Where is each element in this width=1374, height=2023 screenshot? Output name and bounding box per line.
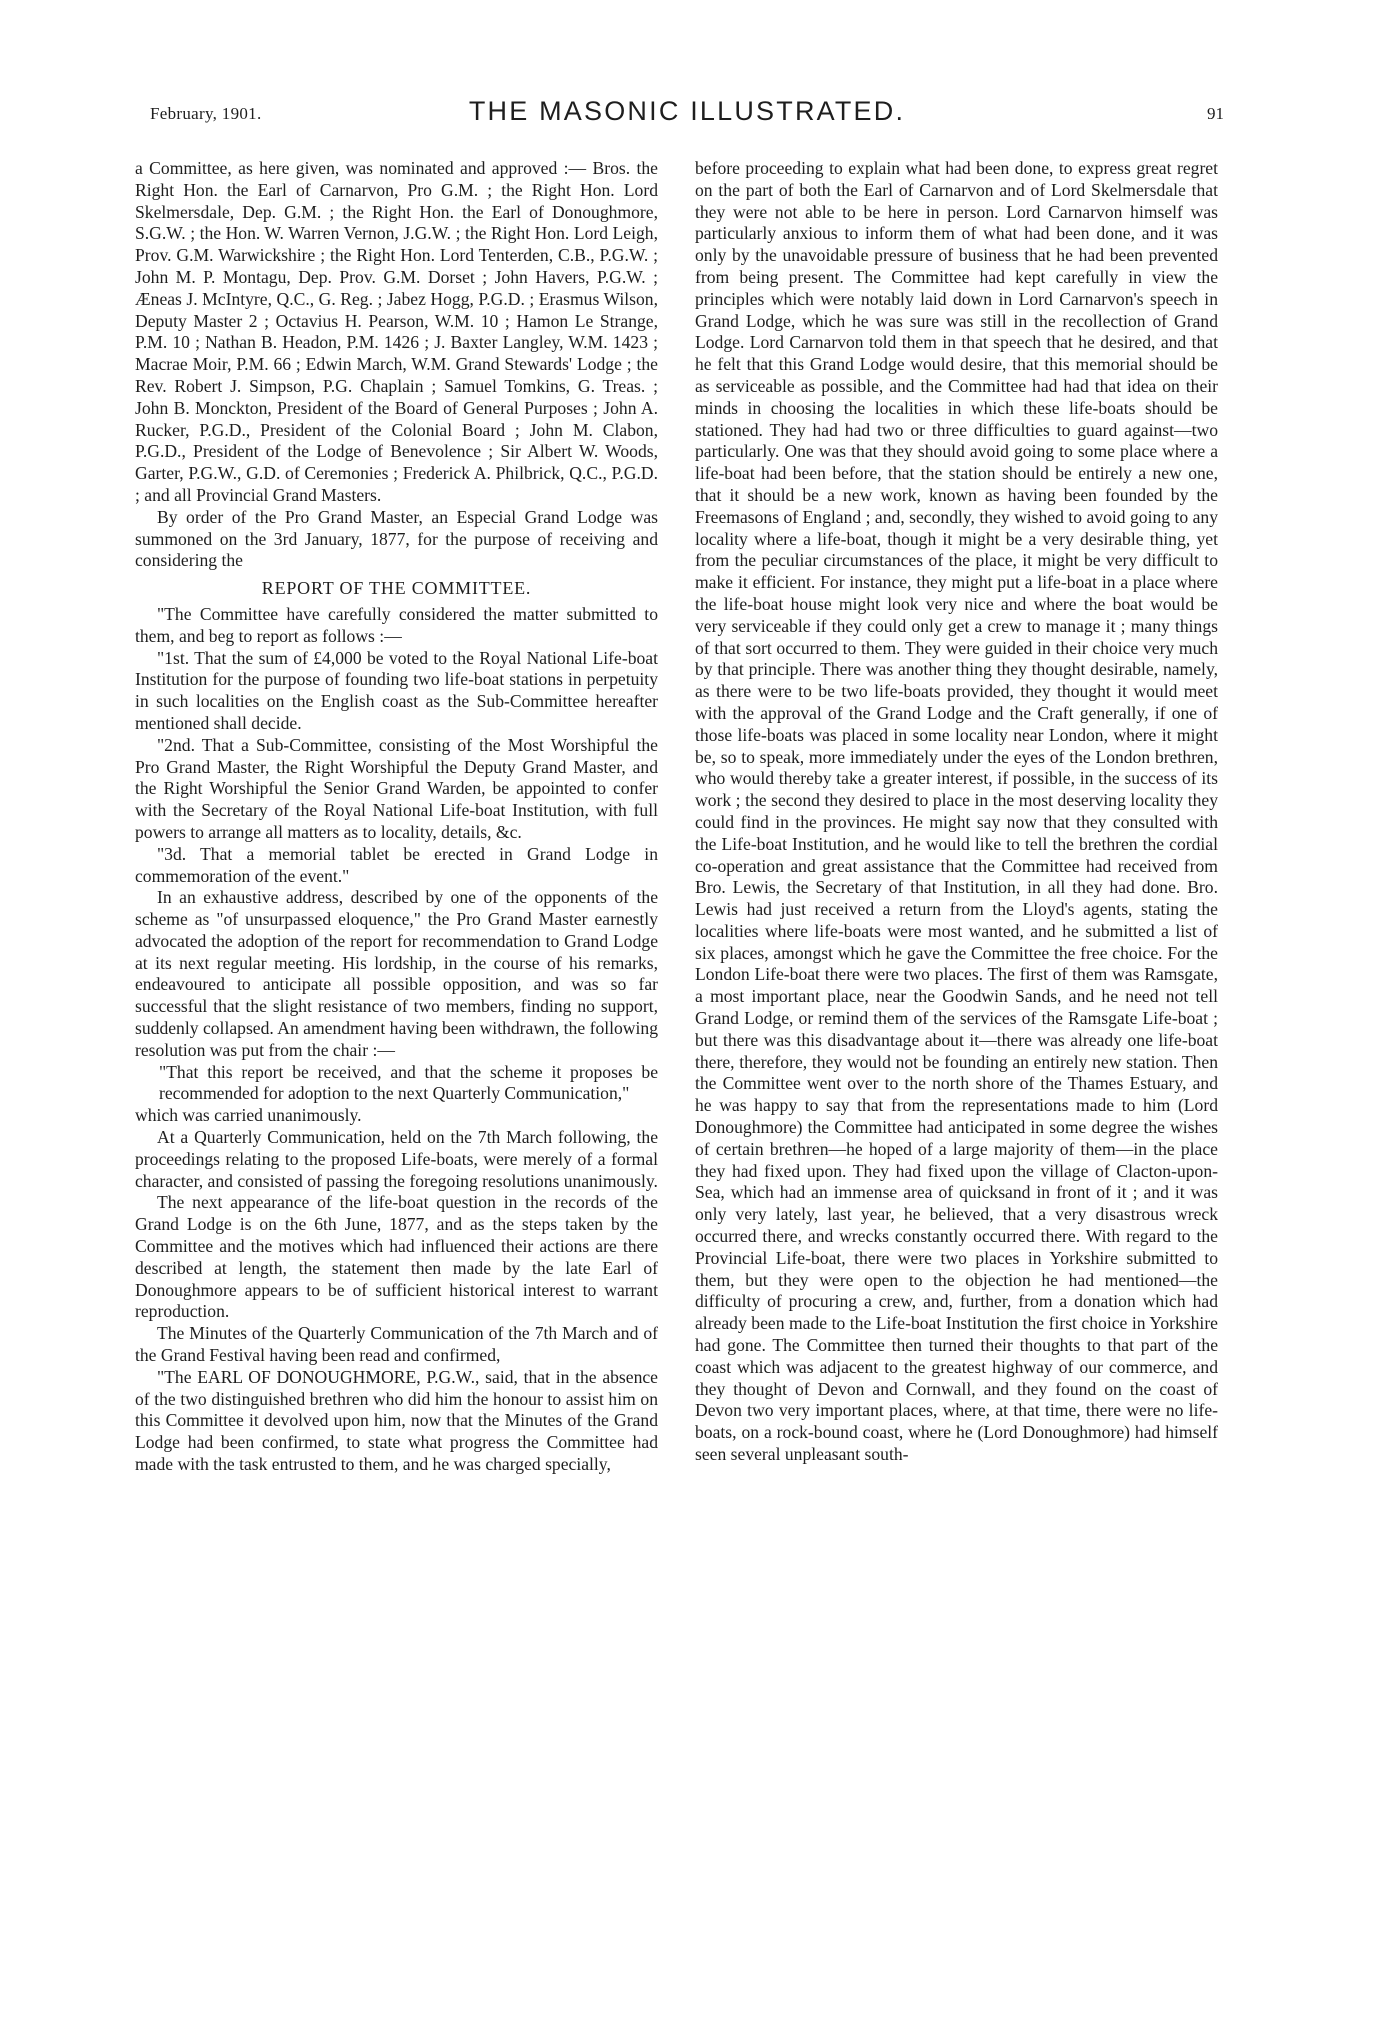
resolution-quote: "That this report be received, and that the scheme it proposes be recommended for adoption to the next Quarterly Communication," <box>159 1061 658 1104</box>
report-item-3: "3d. That a memorial tablet be erected in Grand Lodge in commemoration of the event." <box>135 843 658 886</box>
body-paragraph: In an exhaustive address, described by one of the opponents of the scheme as "of unsurpassed eloquence," the Pro Grand Master earnestly advocated the adoption of the report for recommendation to Grand Lodge at its next regular meeting. His lordship, in the course of his remarks, endeavoured to anticipate all possible opposition, and was so far successful that the slight resistance of two members, finding no support, suddenly collapsed. An amendment having been withdrawn, the following resolution was put from the chair :— <box>135 887 658 1060</box>
section-heading: REPORT OF THE COMMITTEE. <box>261 578 532 599</box>
masthead-title: THE MASONIC ILLUSTRATED. <box>468 96 906 126</box>
report-paragraph: "The Committee have carefully considered the matter submitted to them, and beg to report as follows :— <box>135 603 658 646</box>
left-column <box>135 158 658 1476</box>
body-paragraph: The Minutes of the Quarterly Communication of the 7th March and of the Grand Festival having been read and confirmed, <box>135 1323 658 1366</box>
speech-paragraph: "The EARL OF DONOUGHMORE, P.G.W., said, that in the absence of the two distinguished brethren who did him the honour to assist him on this Committee it devolved upon him, now that the Minutes of the Grand Lodge had been confirmed, to state what progress the Committee had made with the task entrusted to them, and he was charged specially, <box>135 1366 658 1475</box>
committee-list-paragraph: a Committee, as here given, was nominated and approved :— Bros. the Right Hon. the Earl of Carnarvon, Pro G.M. ; the Right Hon. Lord Skelmersdale, Dep. G.M. ; the Right Hon. the Earl of Donoughmore, S.G.W. ; the Hon. W. Warren Vernon, J.G.W. ; the Right Hon. Lord Leigh, Prov. G.M. Warwickshire ; the Right Hon. Lord Tenterden, C.B., P.G.W. ; John M. P. Montagu, Dep. Prov. G.M. Dorset ; John Havers, P.G.W. ; Æneas J. McIntyre, Q.C., G. Reg. ; Jabez Hogg, P.G.D. ; Erasmus Wilson, Deputy Master 2 ; Octavius H. Pearson, W.M. 10 ; Hamon Le Strange, P.M. 10 ; Nathan B. Headon, P.M. 1426 ; J. Baxter Langley, W.M. 1423 ; Macrae Moir, P.M. 66 ; Edwin March, W.M. Grand Stewards' Lodge ; the Rev. Robert J. Simpson, P.G. Chaplain ; Samuel Tomkins, G. Treas. ; John B. Monckton, President of the Board of General Purposes ; John A. Rucker, P.G.D., President of the Colonial Board ; John M. Clabon, P.G.D., President of the Lodge of Benevolence ; Sir Albert W. Woods, Garter, P.G.W., G.D. of Ceremonies ; Frederick A. Philbrick, Q.C., P.G.D. ; and all Provincial Grand Masters. <box>135 158 658 505</box>
body-paragraph: By order of the Pro Grand Master, an Especial Grand Lodge was summoned on the 3rd January, 1877, for the purpose of receiving and considering the <box>135 506 658 571</box>
right-column <box>695 158 1218 1466</box>
page-number: 91 <box>1207 104 1224 123</box>
page-header <box>150 96 1224 136</box>
report-item-1: "1st. That the sum of £4,000 be voted to the Royal National Life-boat Institution for the purpose of founding two life-boat stations in perpetuity in such localities on the English coast as the Sub-Committee hereafter mentioned shall decide. <box>135 647 658 733</box>
report-item-2: "2nd. That a Sub-Committee, consisting of the Most Worshipful the Pro Grand Master, the Right Worshipful the Deputy Grand Master, and the Right Worshipful the Senior Grand Warden, be appointed to confer with the Secretary of the Royal National Life-boat Institution, with full powers to arrange all matters as to locality, details, &c. <box>135 734 658 842</box>
body-paragraph: At a Quarterly Communication, held on the 7th March following, the proceedings relating to the proposed Life-boats, were merely of a formal character, and consisted of passing the foregoing resolutions unanimously. <box>135 1127 658 1191</box>
body-paragraph: The next appearance of the life-boat question in the records of the Grand Lodge is on the 6th June, 1877, and as the steps taken by the Committee and the motives which had influenced their actions are there described at length, the statement then made by the late Earl of Donoughmore appears to be of sufficient historical interest to warrant reproduction. <box>135 1192 658 1322</box>
speech-continuation: before proceeding to explain what had been done, to express great regret on the part of both the Earl of Carnarvon and of Lord Skelmersdale that they were not able to be here in person. Lord Carnarvon himself was particularly anxious to inform them of what had been done, and it was only by the unavoidable pressure of business that he had been prevented from being present. The Committee had kept carefully in view the principles which were notably laid down in Lord Carnarvon's speech in Grand Lodge, which he was sure was still in the recollection of Grand Lodge. Lord Carnarvon told them in that speech that he desired, and that he felt that this Grand Lodge would desire, that this memorial should be as serviceable as possible, and the Committee had had that idea on their minds in choosing the localities in which these life-boats should be stationed. They had had two or three difficulties to guard against—two particularly. One was that they should avoid going to some place where a life-boat had been before, that the station should be entirely a new one, that it should be a new work, known as having been founded by the Freemasons of England ; and, secondly, they wished to avoid going to any locality where a life-boat, though it might be a very desirable thing, yet from the peculiar circumstances of the place, it might be very difficult to make it efficient. For instance, they might put a life-boat in a place where the life-boat house might look very nice and where the boat would be very serviceable if they could only get a crew to manage it ; many things of that sort occurred to them. They were guided in their choice very much by that principle. There was another thing they thought desirable, namely, as there were to be two life-boats provided, they thought it would meet with the approval of the Grand Lodge and the Craft generally, if one of those life-boats was placed in some locality near London, where it might be, so to speak, more immediately under the eyes of the London brethren, who would thereby take a greater interest, if possible, in the success of its work ; the second they desired to place in the most deserving locality they could find in the provinces. He might say now that they consulted with the Life-boat Institution, and he would like to tell the brethren the cordial co-operation and great assistance that the Committee had received from Bro. Lewis, the Secretary of that Institution, in all they had done. Bro. Lewis had just received a return from the Lloyd's agents, stating the localities where life-boats were most wanted, and he submitted a list of six places, amongst which he gave the Committee the free choice. For the London Life-boat there were two places. The first of them was Ramsgate, a most important place, near the Goodwin Sands, and he need not tell Grand Lodge, or remind them of the services of the Ramsgate Life-boat ; but there was this disadvantage about it—there was already one life-boat there, therefore, they would not be founding an entirely new station. Then the Committee went over to the north shore of the Thames Estuary, and he was happy to say that from the representations made to him (Lord Donoughmore) the Committee had anticipated in some degree the wishes of certain brethren—he hoped of a large majority of them—in the place they had fixed upon. They had fixed upon the village of Clacton-upon-Sea, which had an immense area of quicksand in front of it ; and it was only very lately, last year, he believed, that a very disastrous wreck occurred there, and wrecks constantly occurred there. With regard to the Provincial Life-boat, there were two places in Yorkshire submitted to them, but they were open to the objection he had mentioned—the difficulty of procuring a crew, and, further, from a donation which had already been made to the Life-boat Institution the first choice in Yorkshire had gone. The Committee then turned their thoughts to that part of the coast which was adjacent to the greatest highway of our commerce, and they thought of Devon and Cornwall, and they found on the coast of Devon two very important places, where, at that time, there were no life-boats, on a rock-bound coast, where he (Lord Donoughmore) had himself seen several unpleasant south- <box>695 158 1218 1465</box>
body-paragraph: which was carried unanimously. <box>135 1105 362 1126</box>
issue-date: February, 1901. <box>150 104 262 123</box>
